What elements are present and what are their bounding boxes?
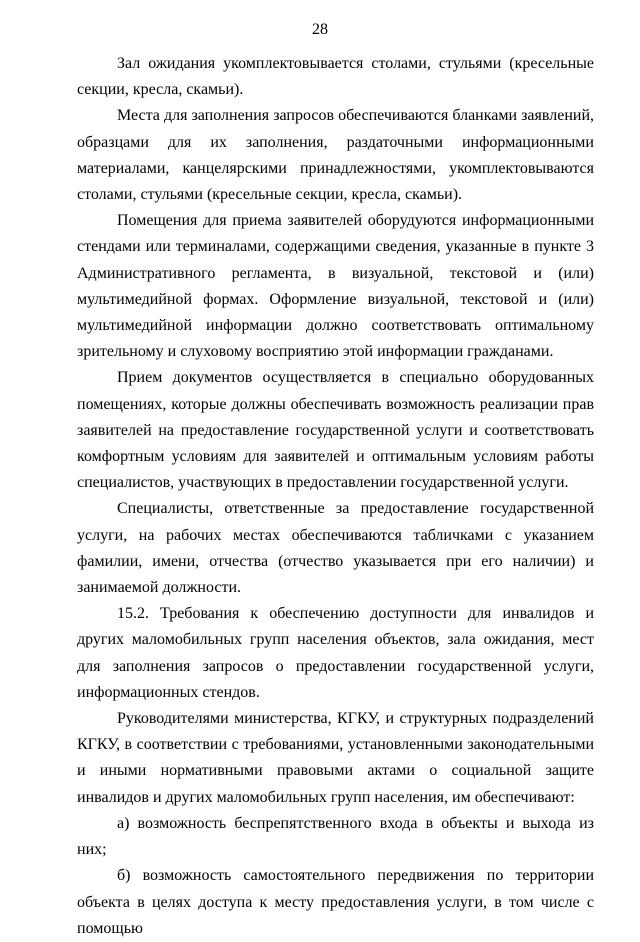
paragraph-waiting-room: Зал ожидания укомплектовывается столами, стульями (кресельные секции, кресла, скамьи).	[77, 55, 594, 99]
page-number: 28	[312, 21, 328, 38]
paragraph-accessibility-requirements: 15.2. Требования к обеспечению доступности для инвалидов и других маломобильных групп населения объектов, зала ожидания, мест для заполнения запросов о предоставлении государственной услуги, информационных стендов.	[77, 605, 594, 701]
paragraph-specialists: Специалисты, ответственные за предоставление государственной услуги, на рабочих местах обеспечиваются табличками с указанием фамилии, имени, отчества (отчество указывается при его наличии) и занимаемой должности.	[77, 500, 594, 597]
paragraph-document-reception: Прием документов осуществляется в специально оборудованных помещениях, которые должны обеспечивать возможность реализации прав заявителей на предоставление государственной услуги и соответствовать комфортным условиям для заявителей и оптимальным условиям работы специалистов, участвующих в предоставлении государственной услуги.	[77, 369, 594, 492]
paragraph-request-places: Места для заполнения запросов обеспечиваются бланками заявлений, образцами для их заполнения, раздаточными информационными материалами, канцелярскими принадлежностями, укомплектовываются столами, стульями (кресельные секции, кресла, скамьи).	[77, 107, 594, 204]
paragraph-managers-provide: Руководителями министерства, КГКУ, и структурных подразделений КГКУ, в соответствии с требованиями, установленными законодательными и иными нормативными правовыми актами о социальной защите инвалидов и других маломобильных групп населения, им обеспечивают:	[77, 710, 594, 806]
list-item-a: а) возможность беспрепятственного входа в объекты и выхода из них;	[77, 814, 594, 859]
list-item-b: б) возможность самостоятельного передвижения по территории объекта в целях доступа к месту предоставления услуги, в том числе с помощью	[77, 867, 594, 937]
paragraph-reception-rooms: Помещения для приема заявителей оборудуются информационными стендами или терминалами, содержащими сведения, указанные в пункте 3 Административного регламента, в визуальной, текстовой и (или) мультимедийной формах. Оформление визуальной, текстовой и (или) мультимедийной информации должно соответствовать оптимальному зрительному и слуховому восприятию этой информации гражданами.	[77, 212, 594, 361]
document-body	[77, 51, 594, 942]
